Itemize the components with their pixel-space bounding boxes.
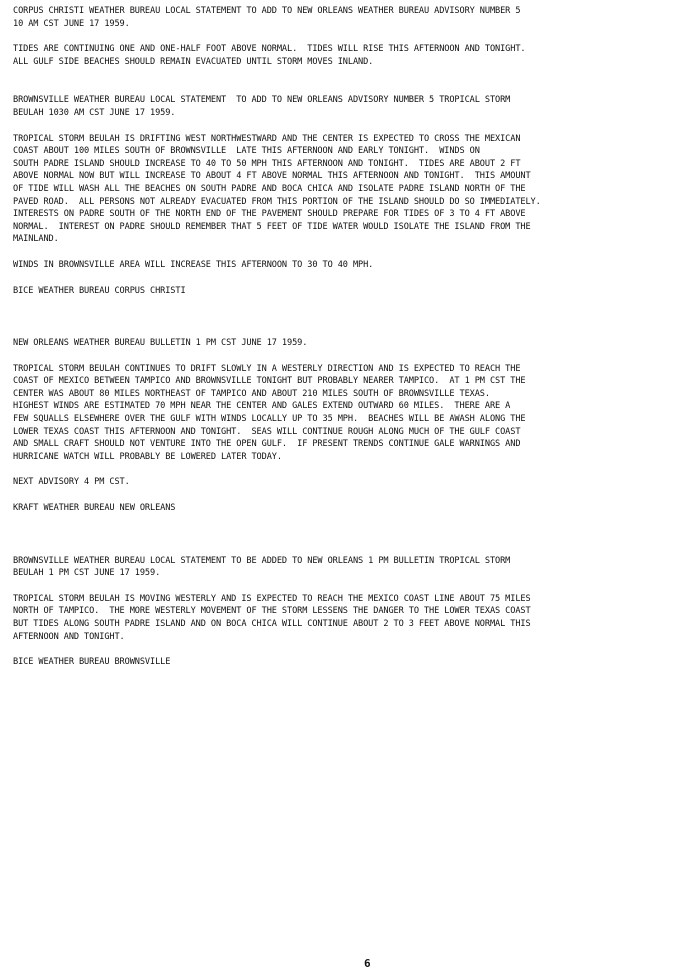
paragraph-line: OF TIDE WILL WASH ALL THE BEACHES ON SOUTH PADRE AND BOCA CHICA AND ISOLATE PADRE ISLAND NORTH OF THE bbox=[13, 183, 526, 194]
statement-heading: CORPUS CHRISTI WEATHER BUREAU LOCAL STATEMENT TO ADD TO NEW ORLEANS WEATHER BUREAU ADVISORY NUMBER 5 bbox=[13, 6, 521, 16]
statement-heading: BEULAH 1030 AM CST JUNE 17 1959. bbox=[13, 107, 176, 118]
paragraph-line: INTERESTS ON PADRE SOUTH OF THE NORTH END OF THE PAVEMENT SHOULD PREPARE FOR TIDES OF 3 TO 4 FT ABOVE bbox=[13, 209, 526, 220]
paragraph-line: TROPICAL STORM BEULAH CONTINUES TO DRIFT SLOWLY IN A WESTERLY DIRECTION AND IS EXPECTED TO REACH THE bbox=[13, 363, 521, 374]
signature: BICE WEATHER BUREAU BROWNSVILLE bbox=[13, 657, 171, 668]
paragraph-line: TIDES ARE CONTINUING ONE AND ONE-HALF FOOT ABOVE NORMAL. TIDES WILL RISE THIS AFTERNOON AND TONIGHT. bbox=[13, 44, 526, 55]
winds-line: WINDS IN BROWNSVILLE AREA WILL INCREASE THIS AFTERNOON TO 30 TO 40 MPH. bbox=[13, 259, 374, 270]
paragraph-line: FEW SQUALLS ELSEWHERE OVER THE GULF WITH WINDS LOCALLY UP TO 35 MPH. BEACHES WILL BE AWASH ALONG THE bbox=[13, 414, 526, 425]
signature: KRAFT WEATHER BUREAU NEW ORLEANS bbox=[13, 503, 176, 514]
paragraph-line: SOUTH PADRE ISLAND SHOULD INCREASE TO 40 TO 50 MPH THIS AFTERNOON AND TONIGHT. TIDES ARE ABOUT 2 FT bbox=[13, 158, 521, 169]
paragraph-line: MAINLAND. bbox=[13, 234, 59, 245]
statement-heading: 10 AM CST JUNE 17 1959. bbox=[13, 18, 130, 29]
statement-brownsville-1pm bbox=[13, 555, 688, 669]
paragraph-line: NORTH OF TAMPICO. THE MORE WESTERLY MOVEMENT OF THE STORM LESSENS THE DANGER TO THE LOWER TEXAS COAST bbox=[13, 606, 531, 617]
paragraph-line: COAST ABOUT 100 MILES SOUTH OF BROWNSVILLE LATE THIS AFTERNOON AND EARLY TONIGHT. WINDS ON bbox=[13, 146, 480, 157]
signature: BICE WEATHER BUREAU CORPUS CHRISTI bbox=[13, 285, 186, 296]
next-advisory: NEXT ADVISORY 4 PM CST. bbox=[13, 477, 130, 488]
statement-heading: BROWNSVILLE WEATHER BUREAU LOCAL STATEMENT TO ADD TO NEW ORLEANS ADVISORY NUMBER 5 TROPICAL STORM bbox=[13, 95, 511, 106]
statement-heading: BEULAH 1 PM CST JUNE 17 1959. bbox=[13, 568, 161, 579]
paragraph-line: HURRICANE WATCH WILL PROBABLY BE LOWERED LATER TODAY. bbox=[13, 451, 282, 462]
paragraph-line: TROPICAL STORM BEULAH IS MOVING WESTERLY AND IS EXPECTED TO REACH THE MEXICO COAST LINE ABOUT 75 MILES bbox=[13, 593, 531, 604]
paragraph-line: HIGHEST WINDS ARE ESTIMATED 70 MPH NEAR THE CENTER AND GALES EXTEND OUTWARD 60 MILES. THERE ARE A bbox=[13, 401, 511, 412]
document-page bbox=[13, 5, 688, 669]
statement-brownsville-1030 bbox=[13, 94, 688, 297]
paragraph-line: LOWER TEXAS COAST THIS AFTERNOON AND TONIGHT. SEAS WILL CONTINUE ROUGH ALONG MUCH OF THE GULF COAST bbox=[13, 426, 521, 437]
paragraph-line: BUT TIDES ALONG SOUTH PADRE ISLAND AND ON BOCA CHICA WILL CONTINUE ABOUT 2 TO 3 FEET ABOVE NORMAL THIS bbox=[13, 619, 531, 629]
page-number: 6 bbox=[364, 957, 371, 970]
paragraph-line: TROPICAL STORM BEULAH IS DRIFTING WEST NORTHWESTWARD AND THE CENTER IS EXPECTED TO CROSS THE MEXICAN bbox=[13, 133, 521, 144]
statement-heading: BROWNSVILLE WEATHER BUREAU LOCAL STATEMENT TO BE ADDED TO NEW ORLEANS 1 PM BULLETIN TROPICAL STORM bbox=[13, 555, 511, 566]
paragraph-line: CENTER WAS ABOUT 80 MILES NORTHEAST OF TAMPICO AND ABOUT 210 MILES SOUTH OF BROWNSVILLE TEXAS. bbox=[13, 388, 490, 399]
paragraph-line: NORMAL. INTEREST ON PADRE SHOULD REMEMBER THAT 5 FEET OF TIDE WATER WOULD ISOLATE THE ISLAND FROM THE bbox=[13, 221, 531, 232]
paragraph-line: ABOVE NORMAL NOW BUT WILL INCREASE TO ABOUT 4 FT ABOVE NORMAL THIS AFTERNOON AND TONIGHT. THIS AMOUNT bbox=[13, 171, 531, 182]
bulletin-heading: NEW ORLEANS WEATHER BUREAU BULLETIN 1 PM CST JUNE 17 1959. bbox=[13, 338, 308, 349]
paragraph-line: AND SMALL CRAFT SHOULD NOT VENTURE INTO THE OPEN GULF. IF PRESENT TRENDS CONTINUE GALE WARNINGS AND bbox=[13, 439, 521, 450]
paragraph-line: PAVED ROAD. ALL PERSONS NOT ALREADY EVACUATED FROM THIS PORTION OF THE ISLAND SHOULD DO SO IMMEDIATELY. bbox=[13, 196, 541, 207]
paragraph-line: ALL GULF SIDE BEACHES SHOULD REMAIN EVACUATED UNTIL STORM MOVES INLAND. bbox=[13, 56, 374, 67]
statement-corpus-christi bbox=[13, 5, 688, 68]
paragraph-line: COAST OF MEXICO BETWEEN TAMPICO AND BROWNSVILLE TONIGHT BUT PROBABLY NEARER TAMPICO. AT 1 PM CST THE bbox=[13, 376, 526, 387]
paragraph-line: AFTERNOON AND TONIGHT. bbox=[13, 631, 125, 642]
bulletin-new-orleans bbox=[13, 337, 688, 515]
